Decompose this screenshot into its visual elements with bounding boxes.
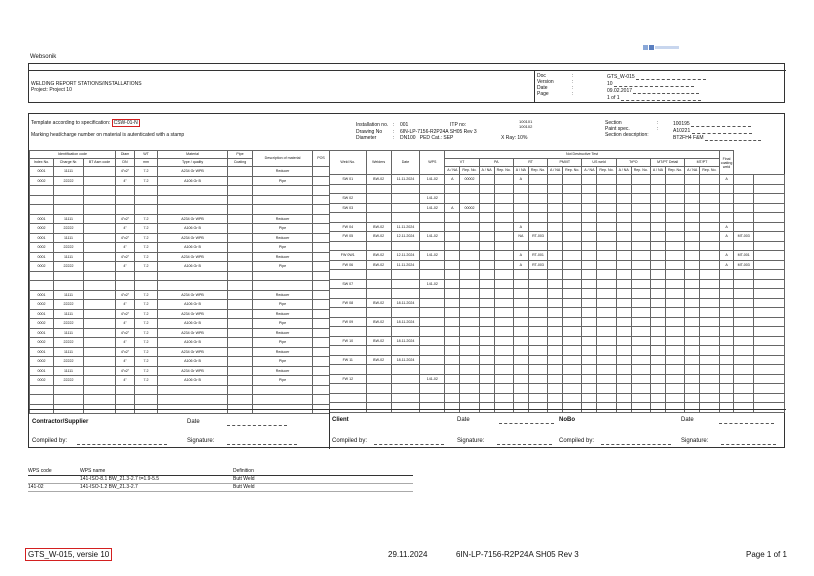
material-row: 0001 11111 4"x2" 7.2 A234 Gr WPB Reducer <box>30 252 330 262</box>
weld-row: FW 0W1 BW-02 12.11.2024 141-02 A RT-001 A MT-001 <box>330 251 785 261</box>
ndt-sub-header: A / NA <box>582 167 597 175</box>
footer-doc-version: GTS_W-015, versie 10 <box>25 548 112 561</box>
itp-label: ITP no: <box>450 122 467 128</box>
weld-row: FW 08 BW-02 18.11.2024 <box>330 298 785 308</box>
contractor-signature-field[interactable] <box>227 438 297 445</box>
ndt-sub-header: Rep. No. <box>460 167 479 175</box>
material-row <box>30 281 330 291</box>
weld-row <box>330 289 785 299</box>
material-row <box>30 271 330 281</box>
ndt-sub-header: A / NA <box>479 167 494 175</box>
section-labels: Section Paint spec. Section description: <box>605 120 649 138</box>
report-box: Template according to specification: CSW-01-N Marking heat/charge number on material is autenticated with a stamp Installation no. Drawing No Diameter : : : 001 6IN-LP-7156-R2P24A SH05 Rev 3 DN100 PED Cat.: SEP ITP no: 100101 100102 X Ray: 10% Section Paint spec. Section description: : : 100195 A10221 BT2FH4 F&M Identification code Diam WT Material Pipe Description of material POS Index No. Charge Nr. BT Asm code DN mm Type / quality Coating 0001 11111 4"x2" 7.2 A234 Gr WPB Reducer 0002 22222 4" 7.2 A106 Gr B Pipe 0001 11111 4"x2" 7.2 A234 Gr WPB Reducer 0002 22222 4" 7.2 A106 Gr B Pipe 0001 11111 4"x2" 7.2 A234 Gr WPB Reducer 0002 22222 4" 7.2 A106 Gr B Pipe 0001 11111 4"x2" 7.2 A234 Gr WPB Reducer 0002 22222 4" 7.2 A106 Gr B Pipe 0001 11111 4"x2" 7.2 A234 Gr WPB Reducer 0002 22222 4" 7.2 A106 Gr B Pipe 0001 11111 4"x2" 7.2 A234 Gr WPB Reducer 0002 22222 4" 7.2 A106 Gr B Pipe 0001 11111 4"x2" 7.2 A234 Gr WPB Reducer 0002 22222 4" 7.2 A106 Gr B Pipe 0001 11111 4"x2" 7.2 A234 Gr WPB Reducer 0002 22222 4" 7.2 A106 Gr B Pipe 0001 11111 4"x2" 7.2 A234 Gr WPB Reducer 0002 22222 4" 7.2 A106 Gr B Pipe Weld No. Welders Date WPS Not Destructive Test Final coating weld VT PA RT PMI/IT US weld TrPO MT/PT Detail MT/PT A / NA Rep. No. A / NA Rep. No. A / NA Rep. No. A / NA Rep. No. A / NA Rep. No. A / NA Rep. No. A / NA Rep. No. A / NA Rep. No. SW 01 BW-02 11.11.2024 141-02 A 00002 A A SW 02 141-02 SW 03 141-02 A 00002 FW 04 BW-02 11.11.2024 A A FW 05 BW-02 12.11.2024 141-02 NA RT-003 A MT-003 FW 0W1 BW-02 12.11.2024 141-02 A RT-001 A MT-001 FW 06 BW-02 11.11.2024 A RT-003 A MT-003 SW 07 141-02 FW 08 BW-02 18.11.2024 FW 09 BW-02 18.11.2024 FW 10 BW-02 18.11.2024 FW 11 BW-02 18.11.2024 FW 12 141-02 Contractor/Supplier Date Compiled by: Signature: Client Date Compiled by: Signature: NoBo Date Compiled by: Signature: <box>28 113 785 448</box>
ndt-group-header: US weld <box>582 159 616 167</box>
ndt-group-header: VT <box>445 159 479 167</box>
ndt-group-header: PMI/IT <box>548 159 582 167</box>
weld-row: FW 12 141-02 <box>330 374 785 384</box>
client-compiled-field[interactable] <box>374 438 444 445</box>
nobo-compiled-label: Compiled by: <box>559 438 595 444</box>
material-row: 0001 11111 4"x2" 7.2 A234 Gr WPB Reducer <box>30 309 330 319</box>
material-row <box>30 385 330 395</box>
material-row: 0001 11111 4"x2" 7.2 A234 Gr WPB Reducer <box>30 290 330 300</box>
weld-row <box>330 346 785 356</box>
section-values: 100195 A10221 BT2FH4 F&M <box>673 120 761 141</box>
weld-row <box>330 365 785 375</box>
weld-row <box>330 270 785 280</box>
doc-labels: Doc Version Date Page <box>537 73 554 97</box>
material-row <box>30 205 330 215</box>
materials-table: Identification code Diam WT Material Pipe Description of material POS Index No. Charge Nr. BT Asm code DN mm Type / quality Coating 0001 11111 4"x2" 7.2 A234 Gr WPB Reducer 0002 22222 4" 7.2 A106 Gr B Pipe 0001 11111 4"x2" 7.2 A234 Gr WPB Reducer 0002 22222 4" 7.2 A106 Gr B Pipe 0001 11111 4"x2" 7.2 A234 Gr WPB Reducer 0002 22222 4" 7.2 A106 Gr B Pipe 0001 11111 4"x2" 7.2 A234 Gr WPB Reducer 0002 22222 4" 7.2 A106 Gr B Pipe 0001 11111 4"x2" 7.2 A234 Gr WPB Reducer 0002 22222 4" 7.2 A106 Gr B Pipe 0001 11111 4"x2" 7.2 A234 Gr WPB Reducer 0002 22222 4" 7.2 A106 Gr B Pipe 0001 11111 4"x2" 7.2 A234 Gr WPB Reducer 0002 22222 4" 7.2 A106 Gr B Pipe 0001 11111 4"x2" 7.2 A234 Gr WPB Reducer 0002 22222 4" 7.2 A106 Gr B Pipe 0001 11111 4"x2" 7.2 A234 Gr WPB Reducer 0002 22222 4" 7.2 A106 Gr B Pipe <box>29 150 330 414</box>
weld-row <box>330 241 785 251</box>
company-name: Websonik <box>30 54 57 60</box>
material-row: 0002 22222 4" 7.2 A106 Gr B Pipe <box>30 376 330 386</box>
footer-page: Page 1 of 1 <box>746 550 787 559</box>
material-row: 0002 22222 4" 7.2 A106 Gr B Pipe <box>30 224 330 234</box>
material-row <box>30 395 330 405</box>
weld-row: SW 01 BW-02 11.11.2024 141-02 A 00002 A A <box>330 175 785 185</box>
project-name: Project: Project 10 <box>31 87 72 93</box>
material-row: 0002 22222 4" 7.2 A106 Gr B Pipe <box>30 338 330 348</box>
weld-row <box>330 327 785 337</box>
footer-drawing: 6IN-LP-7156-R2P24A SH05 Rev 3 <box>456 550 579 559</box>
marking-note: Marking heat/charge number on material is autenticated with a stamp <box>31 132 185 138</box>
material-row: 0001 11111 4"x2" 7.2 A234 Gr WPB Reducer <box>30 328 330 338</box>
ndt-group-header: RT <box>513 159 547 167</box>
welds-table: Weld No. Welders Date WPS Not Destructive Test Final coating weld VT PA RT PMI/IT US weld TrPO MT/PT Detail MT/PT A / NA Rep. No. A / NA Rep. No. A / NA Rep. No. A / NA Rep. No. A / NA Rep. No. A / NA Rep. No. A / NA Rep. No. A / NA Rep. No. SW 01 BW-02 11.11.2024 141-02 A 00002 A A SW 02 141-02 SW 03 141-02 A 00002 FW 04 BW-02 11.11.2024 A A FW 05 BW-02 12.11.2024 141-02 NA RT-003 A MT-003 FW 0W1 BW-02 12.11.2024 141-02 A RT-001 A MT-001 FW 06 BW-02 11.11.2024 A RT-003 A MT-003 SW 07 141-02 FW 08 BW-02 18.11.2024 FW 09 BW-02 18.11.2024 FW 10 BW-02 18.11.2024 FW 11 BW-02 18.11.2024 FW 12 141-02 <box>329 150 785 413</box>
template-spec: Template according to specification: CSW-01-N <box>31 120 138 126</box>
weld-row: FW 11 BW-02 18.11.2024 <box>330 355 785 365</box>
weld-row <box>330 384 785 394</box>
contractor-compiled-field[interactable] <box>77 438 167 445</box>
contractor-date-label: Date <box>187 419 200 425</box>
header-box: WELDING REPORT STATIONS/INSTALLATIONS Project: Project 10 Doc Version Date Page : : : : GTS_W-015 10 09.02.2017 1 of 1 <box>28 63 785 103</box>
material-row: 0002 22222 4" 7.2 A106 Gr B Pipe <box>30 300 330 310</box>
nobo-date-field[interactable] <box>719 417 774 424</box>
material-row: 0001 11111 4"x2" 7.2 A234 Gr WPB Reducer <box>30 167 330 177</box>
client-label: Client <box>332 417 349 423</box>
material-row: 0002 22222 4" 7.2 A106 Gr B Pipe <box>30 357 330 367</box>
material-row: 0001 11111 4"x2" 7.2 A234 Gr WPB Reducer <box>30 366 330 376</box>
ndt-sub-header: A / NA <box>445 167 460 175</box>
ndt-group-header: TrPO <box>616 159 650 167</box>
client-date-field[interactable] <box>499 417 554 424</box>
weld-row <box>330 308 785 318</box>
weld-row: SW 07 141-02 <box>330 279 785 289</box>
ndt-group-header: MT/PT Detail <box>651 159 685 167</box>
contractor-label: Contractor/Supplier <box>32 419 89 425</box>
ndt-group-header: MT/PT <box>685 159 719 167</box>
weld-row: FW 09 BW-02 18.11.2024 <box>330 317 785 327</box>
template-spec-value: CSW-01-N <box>113 120 138 126</box>
material-row: 0001 11111 4"x2" 7.2 A234 Gr WPB Reducer <box>30 347 330 357</box>
ndt-sub-header: Rep. No. <box>665 167 684 175</box>
material-row: 0002 22222 4" 7.2 A106 Gr B Pipe <box>30 243 330 253</box>
weld-row <box>330 184 785 194</box>
ndt-sub-header: Rep. No. <box>631 167 650 175</box>
material-row <box>30 195 330 205</box>
doc-values: GTS_W-015 10 09.02.2017 1 of 1 <box>607 73 717 101</box>
material-row: 0002 22222 4" 7.2 A106 Gr B Pipe <box>30 262 330 272</box>
ndt-sub-header: Rep. No. <box>700 167 720 175</box>
ndt-sub-header: Rep. No. <box>563 167 582 175</box>
ndt-sub-header: A / NA <box>513 167 528 175</box>
installation-values: 001 6IN-LP-7156-R2P24A SH05 Rev 3 DN100 PED Cat.: SEP <box>400 122 477 141</box>
material-row: 0002 22222 4" 7.2 A106 Gr B Pipe <box>30 176 330 186</box>
nobo-label: NoBo <box>559 417 575 423</box>
client-signature-field[interactable] <box>497 438 552 445</box>
installation-labels: Installation no. Drawing No Diameter <box>356 122 389 141</box>
weld-row: FW 04 BW-02 11.11.2024 A A <box>330 222 785 232</box>
weld-row: FW 10 BW-02 18.11.2024 <box>330 336 785 346</box>
footer-date: 29.11.2024 <box>388 550 428 559</box>
ndt-sub-header: Rep. No. <box>597 167 616 175</box>
ndt-sub-header: A / NA <box>616 167 631 175</box>
material-row: 0001 11111 4"x2" 7.2 A234 Gr WPB Reducer <box>30 233 330 243</box>
weld-row: FW 06 BW-02 11.11.2024 A RT-003 A MT-003 <box>330 260 785 270</box>
weld-row <box>330 403 785 413</box>
weld-row <box>330 393 785 403</box>
weld-row <box>330 213 785 223</box>
ndt-group-header: PA <box>479 159 513 167</box>
material-row: 0001 11111 4"x2" 7.2 A234 Gr WPB Reducer <box>30 214 330 224</box>
contractor-signature-label: Signature: <box>187 438 215 444</box>
ndt-sub-header: A / NA <box>548 167 563 175</box>
ndt-sub-header: A / NA <box>651 167 666 175</box>
ndt-sub-header: Rep. No. <box>494 167 513 175</box>
weld-row: SW 03 141-02 A 00002 <box>330 203 785 213</box>
material-row: 0002 22222 4" 7.2 A106 Gr B Pipe <box>30 319 330 329</box>
nobo-date-label: Date <box>681 417 694 423</box>
nobo-signature-label: Signature: <box>681 438 709 444</box>
itp-values: 100101 100102 <box>519 119 533 129</box>
contractor-date-field[interactable] <box>227 419 287 426</box>
weld-row: SW 02 141-02 <box>330 194 785 204</box>
company-logo <box>643 44 681 52</box>
client-compiled-label: Compiled by: <box>332 438 368 444</box>
contractor-compiled-label: Compiled by: <box>32 438 68 444</box>
xray: X Ray: 10% <box>501 135 528 141</box>
ndt-sub-header: A / NA <box>685 167 700 175</box>
weld-row: FW 05 BW-02 12.11.2024 141-02 NA RT-003 A MT-003 <box>330 232 785 242</box>
material-row <box>30 186 330 196</box>
report-title: WELDING REPORT STATIONS/INSTALLATIONS <box>31 81 142 87</box>
nobo-signature-field[interactable] <box>721 438 776 445</box>
nobo-compiled-field[interactable] <box>601 438 671 445</box>
ndt-sub-header: Rep. No. <box>528 167 547 175</box>
client-signature-label: Signature: <box>457 438 485 444</box>
client-date-label: Date <box>457 417 470 423</box>
